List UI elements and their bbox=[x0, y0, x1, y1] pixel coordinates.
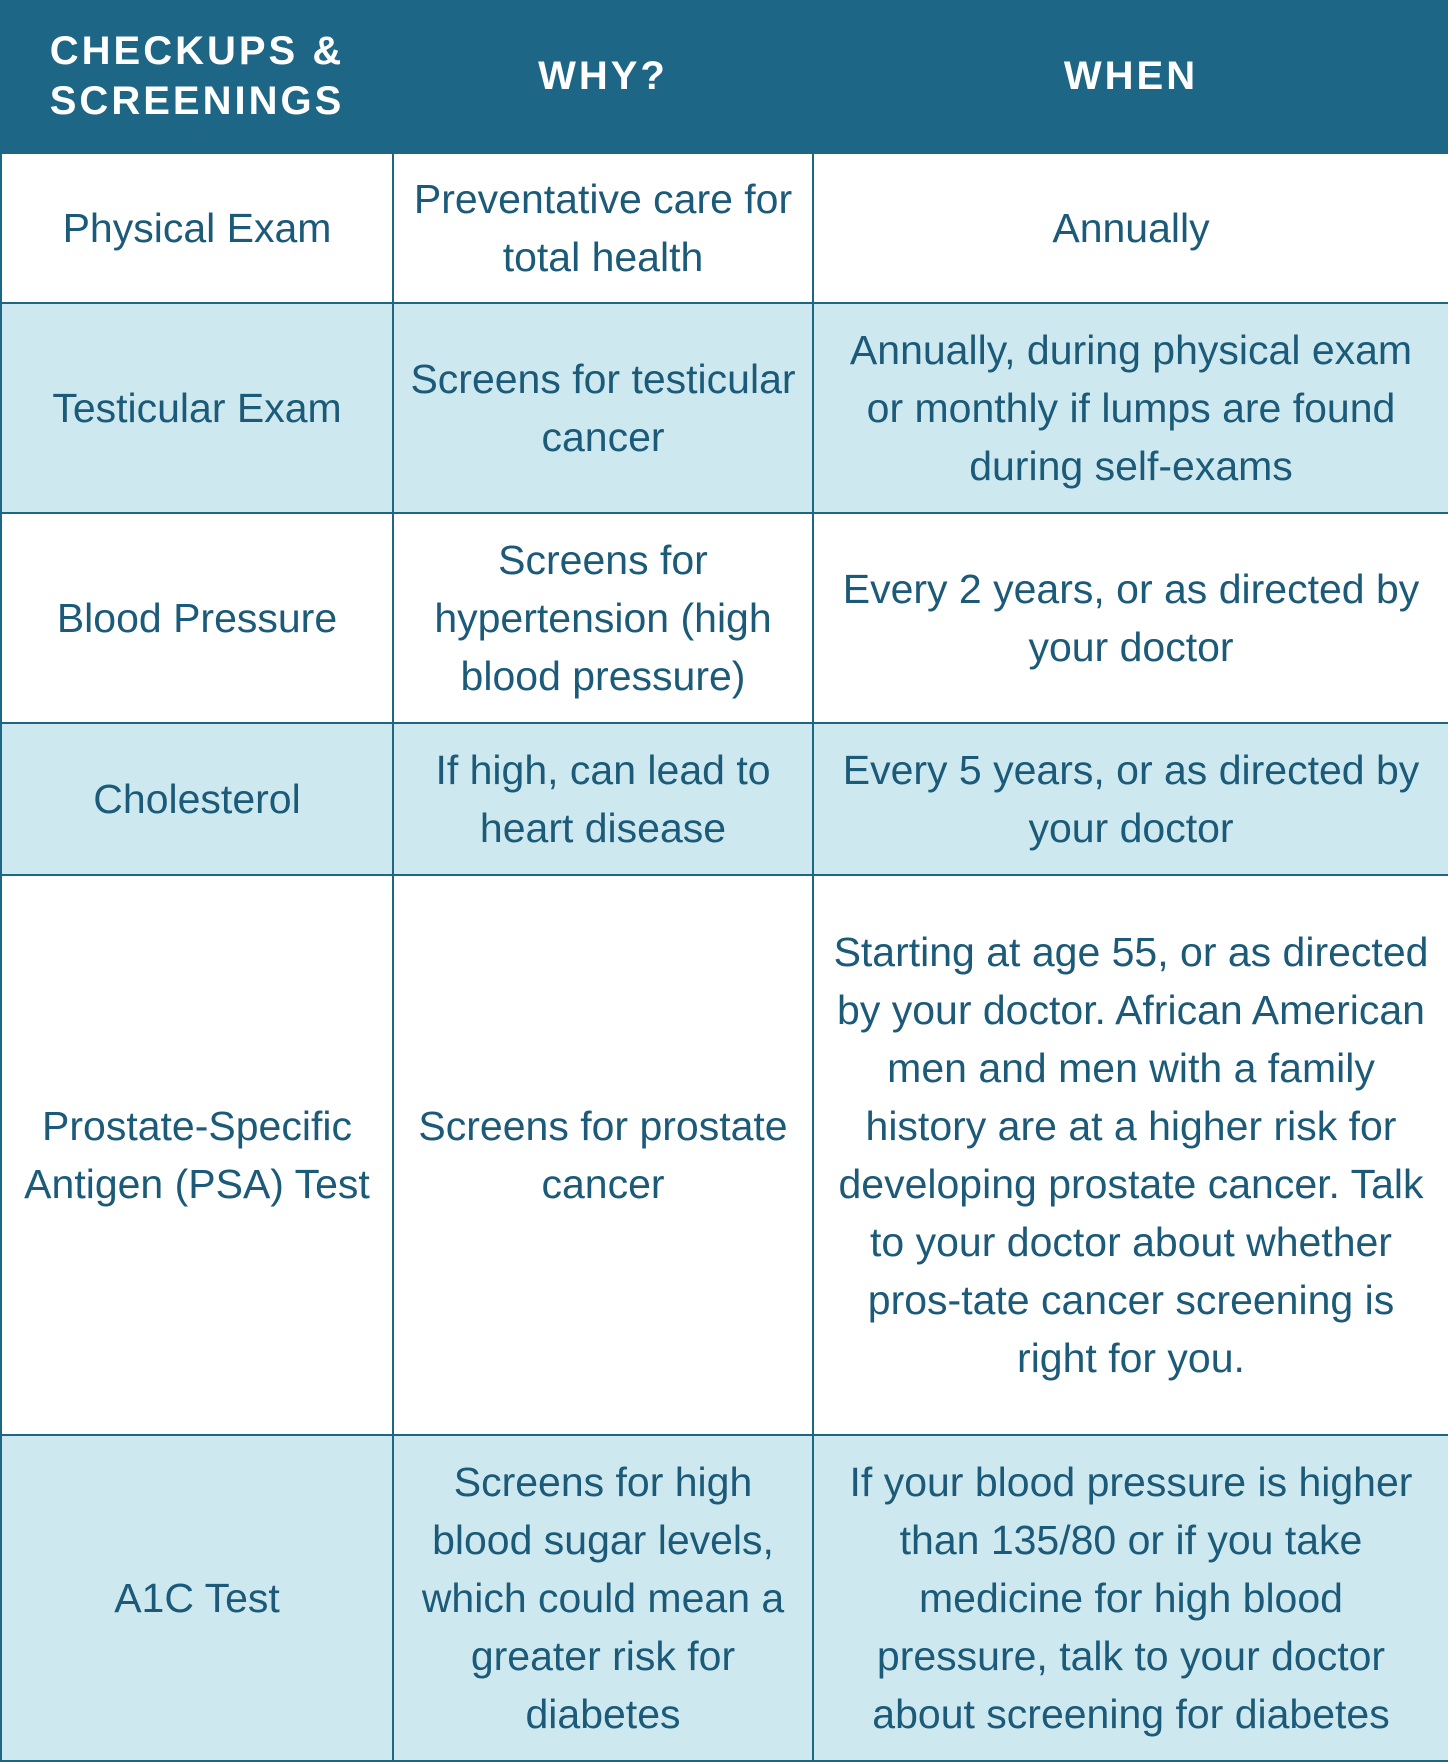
when-cell bbox=[813, 1435, 1448, 1761]
checkup-label: Testicular Exam bbox=[52, 385, 342, 431]
checkup-label: Physical Exam bbox=[62, 205, 332, 251]
why-cell bbox=[393, 1435, 813, 1761]
when-text: Starting at age 55, or as directed by your doctor. African American men and men with a family history are at a higher risk for developing prostate cancer. Talk to your doctor about whether pros-tate cancer screening is right for you. bbox=[833, 929, 1429, 1381]
checkup-cell bbox=[1, 513, 393, 723]
header-checkups-screenings: CHECKUPS & SCREENINGS bbox=[1, 0, 393, 153]
why-text: If high, can lead to heart disease bbox=[435, 747, 771, 851]
header-why: WHY? bbox=[393, 0, 813, 153]
when-text: Every 2 years, or as directed by your doctor bbox=[842, 566, 1420, 670]
checkup-label: A1C Test bbox=[114, 1575, 280, 1621]
when-cell bbox=[813, 723, 1448, 875]
checkup-label: Prostate-Specific Antigen (PSA) Test bbox=[24, 1103, 370, 1207]
checkup-cell bbox=[1, 303, 393, 513]
checkup-cell bbox=[1, 723, 393, 875]
table-row bbox=[1, 513, 1448, 723]
when-cell bbox=[813, 875, 1448, 1435]
why-cell bbox=[393, 303, 813, 513]
why-cell bbox=[393, 875, 813, 1435]
when-text: Every 5 years, or as directed by your doctor bbox=[842, 747, 1420, 851]
why-cell bbox=[393, 153, 813, 303]
when-cell bbox=[813, 153, 1448, 303]
when-cell bbox=[813, 513, 1448, 723]
when-text: Annually bbox=[1052, 205, 1210, 251]
table-row bbox=[1, 723, 1448, 875]
why-text: Preventative care for total health bbox=[413, 176, 793, 280]
table-row bbox=[1, 1435, 1448, 1761]
checkup-label: Blood Pressure bbox=[56, 595, 338, 641]
when-text: Annually, during physical exam or monthly if lumps are found during self-exams bbox=[849, 327, 1413, 489]
why-cell bbox=[393, 513, 813, 723]
why-text: Screens for high blood sugar levels, which could mean a greater risk for diabetes bbox=[421, 1459, 785, 1737]
when-cell bbox=[813, 303, 1448, 513]
table-row bbox=[1, 153, 1448, 303]
checkup-cell bbox=[1, 1435, 393, 1761]
table-header-row bbox=[1, 0, 1448, 153]
checkup-cell bbox=[1, 875, 393, 1435]
why-cell bbox=[393, 723, 813, 875]
table-row bbox=[1, 875, 1448, 1435]
header-when: WHEN bbox=[813, 0, 1448, 153]
checkup-cell bbox=[1, 153, 393, 303]
when-text: If your blood pressure is higher than 135/80 or if you take medicine for high blood pressure, talk to your doctor about screening for diabetes bbox=[849, 1459, 1413, 1737]
checkup-label: Cholesterol bbox=[93, 776, 301, 822]
why-text: Screens for testicular cancer bbox=[410, 356, 796, 460]
table-row bbox=[1, 303, 1448, 513]
why-text: Screens for prostate cancer bbox=[418, 1103, 788, 1207]
why-text: Screens for hypertension (high blood pressure) bbox=[434, 537, 772, 699]
